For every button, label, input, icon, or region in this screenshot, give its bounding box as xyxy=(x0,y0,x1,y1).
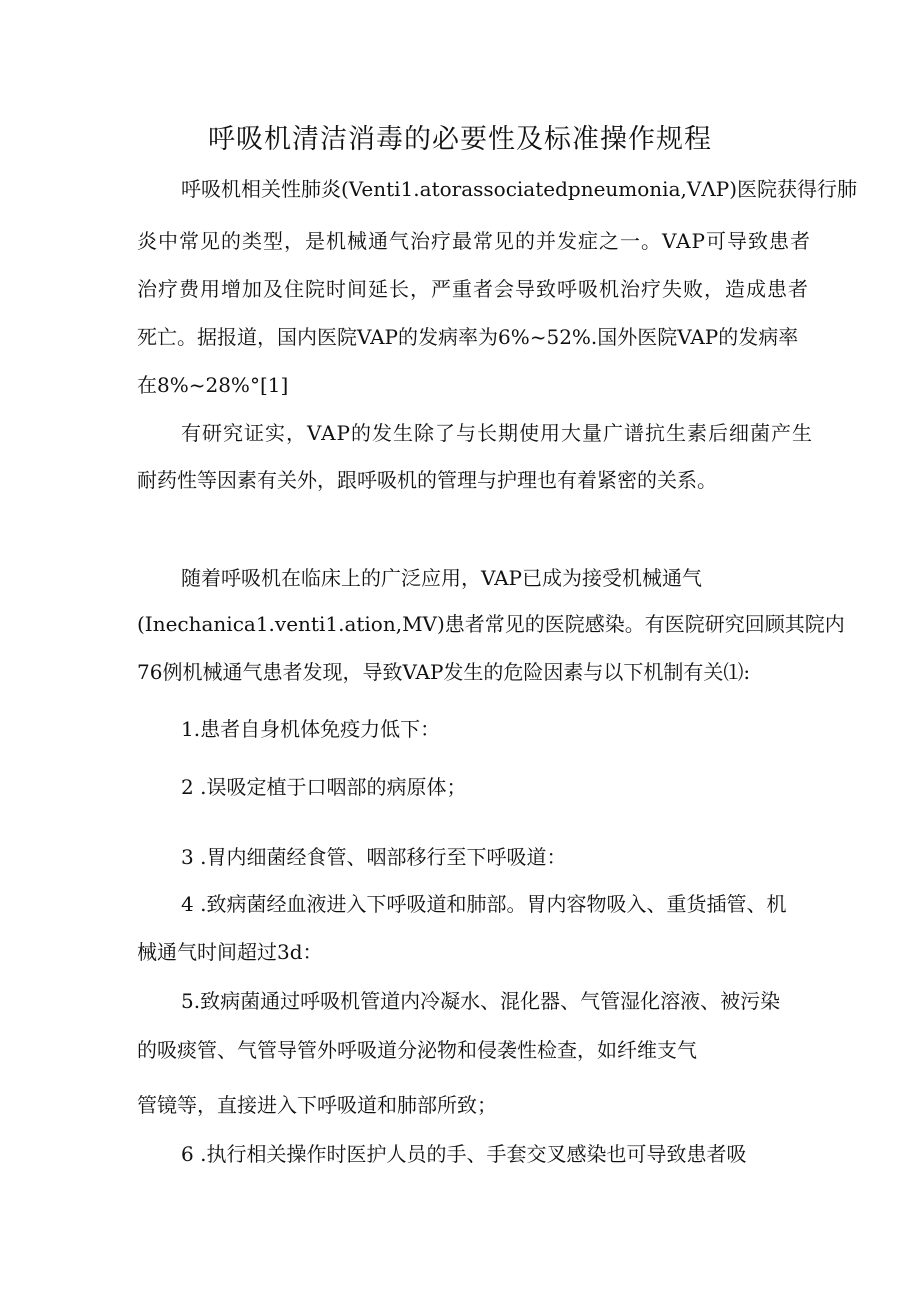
text-line: 的吸痰管、气管导管外呼吸道分泌物和侵袭性检查，如纤维支气 xyxy=(137,1038,697,1062)
text-line: 管镜等，直接进入下呼吸道和肺部所致； xyxy=(137,1093,497,1117)
text-line: 械通气时间超过3d： xyxy=(137,940,323,964)
text-line: 76例机械通气患者发现，导致VAP发生的危险因素与以下机制有关⑴: xyxy=(137,660,751,684)
text-line: (Inechanica1.venti1.ation,MV)患者常见的医院感染。有医院研究回顾其院内 xyxy=(137,612,845,636)
list-item: 2 .误吸定植于口咽部的病原体； xyxy=(181,775,467,799)
text-line: 炎中常见的类型，是机械通气治疗最常见的并发症之一。VAP可导致患者 xyxy=(137,229,811,253)
list-item: 1.患者自身机体免疫力低下： xyxy=(181,717,441,741)
text-line: 在8%~28%°[1] xyxy=(137,373,289,397)
text-line: 治疗费用增加及住院时间延长，严重者会导致呼吸机治疗失败，造成患者 xyxy=(137,277,809,301)
list-item: 4 .致病菌经血液进入下呼吸道和肺部。胃内容物吸入、重货插管、机 xyxy=(181,892,787,916)
text-line: 死亡。据报道，国内医院VAP的发病率为6%~52%.国外医院VAP的发病率 xyxy=(137,325,799,349)
list-item: 6 .执行相关操作时医护人员的手、手套交叉感染也可导致患者吸 xyxy=(181,1142,747,1166)
document-title: 呼吸机清洁消毒的必要性及标准操作规程 xyxy=(208,124,712,155)
list-item: 3 .胃内细菌经食管、咽部移行至下呼吸道： xyxy=(181,845,567,869)
text-line: 随着呼吸机在临床上的广泛应用，VAP已成为接受机械通气 xyxy=(181,566,702,590)
list-item: 5.致病菌通过呼吸机管道内冷凝水、混化器、气管湿化溶液、被污染 xyxy=(181,989,781,1013)
text-line: 呼吸机相关性肺炎(Venti1.atorassociatedpneumonia,VΛP)医院获得行肺 xyxy=(181,177,858,201)
text-line: 有研究证实，VAP的发生除了与长期使用大量广谱抗生素后细菌产生 xyxy=(181,421,813,445)
text-line: 耐药性等因素有关外，跟呼吸机的管理与护理也有着紧密的关系。 xyxy=(137,468,717,492)
